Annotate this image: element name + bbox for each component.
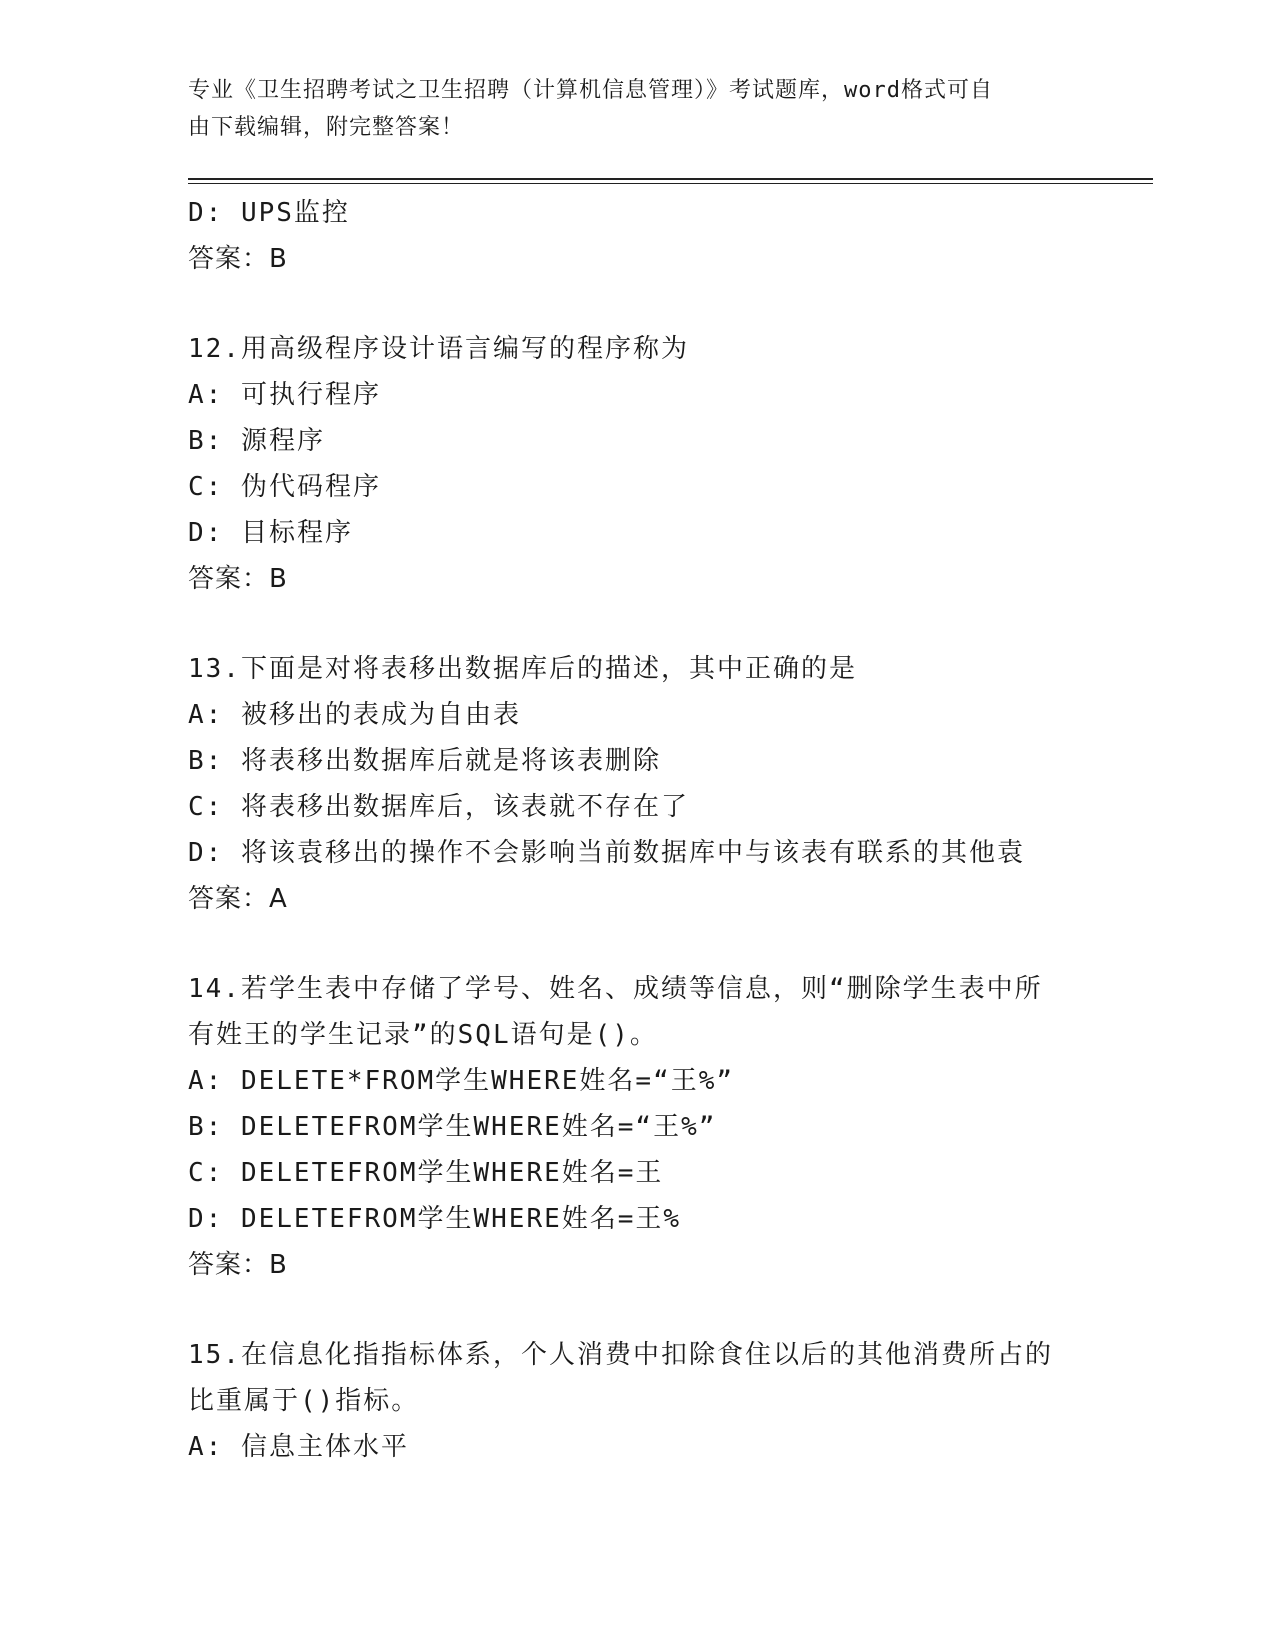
option-b: B: DELETEFROM学生WHERE姓名=“王%” [188,1112,717,1142]
header-divider-thick [188,178,1153,180]
option-c: C: 将表移出数据库后，该表就不存在了 [188,792,689,822]
option-d: D: 目标程序 [188,518,353,548]
header-divider-thin [188,183,1153,184]
spacer [188,282,1088,326]
question-stem-line-1: 15.在信息化指指标体系，个人消费中扣除食住以后的其他消费所占的 [188,1340,1053,1370]
question-13 [188,646,1088,922]
answer: 答案：B [188,564,288,594]
question-list [188,190,1088,1470]
option-a: A: DELETE*FROM学生WHERE姓名=“王%” [188,1066,735,1096]
question-11 [188,190,1088,282]
option-b: B: 源程序 [188,426,325,456]
header-line-1: 专业《卫生招聘考试之卫生招聘（计算机信息管理）》考试题库，word格式可自 [188,78,993,103]
question-stem-line-1: 14.若学生表中存储了学号、姓名、成绩等信息，则“删除学生表中所 [188,974,1043,1004]
question-stem: 12.用高级程序设计语言编写的程序称为 [188,334,689,364]
spacer [188,602,1088,646]
answer: 答案：B [188,1250,288,1280]
option-b: B: 将表移出数据库后就是将该表删除 [188,746,661,776]
option-d: D: DELETEFROM学生WHERE姓名=王% [188,1204,682,1234]
question-15 [188,1332,1088,1470]
option-c: C: 伪代码程序 [188,472,381,502]
document-header [188,72,1068,146]
option-d: D: 将该袁移出的操作不会影响当前数据库中与该表有联系的其他袁 [188,838,1025,868]
option-a: A: 信息主体水平 [188,1432,409,1462]
question-stem-line-2: 比重属于()指标。 [188,1386,420,1416]
question-12 [188,326,1088,602]
spacer [188,922,1088,966]
question-stem: 13.下面是对将表移出数据库后的描述，其中正确的是 [188,654,857,684]
question-14 [188,966,1088,1288]
option-a: A: 被移出的表成为自由表 [188,700,521,730]
answer: 答案：B [188,244,288,274]
header-line-2: 由下载编辑，附完整答案！ [188,115,465,140]
option-a: A: 可执行程序 [188,380,381,410]
option-d: D: UPS监控 [188,198,350,228]
answer: 答案：A [188,884,288,914]
question-stem-line-2: 有姓王的学生记录”的SQL语句是()。 [188,1020,658,1050]
option-c: C: DELETEFROM学生WHERE姓名=王 [188,1158,664,1188]
spacer [188,1288,1088,1332]
